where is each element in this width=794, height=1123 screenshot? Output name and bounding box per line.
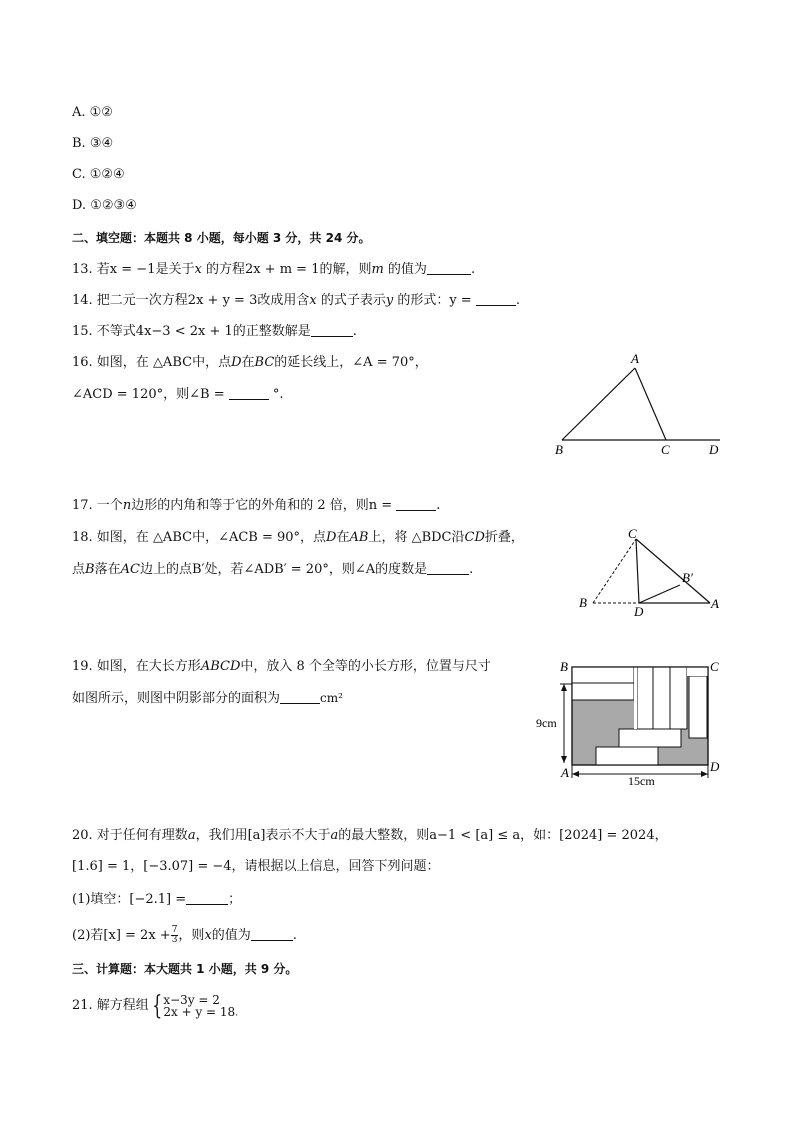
corner-label-c: C	[710, 659, 719, 674]
section2-header: 二、填空题：本题共 8 小题，每小题 3 分，共 24 分。	[72, 231, 371, 245]
small-rectangle	[572, 667, 634, 683]
question-18-line1: 18. 如图，在 △ABC中，∠ACB = 90°，点D在AB上，将 △BDC沿CD折叠，	[72, 530, 524, 545]
question-18-line2: 点B落在AC边上的点B′处，若∠ADB′ = 20°，则∠A的度数是 .	[72, 562, 474, 577]
vertex-label-d: D	[709, 442, 719, 457]
small-rectangle	[689, 676, 707, 738]
section3-header: 三、计算题：本大题共 1 小题，共 9 分。	[72, 962, 298, 976]
fraction: $\frac{7}{3}$	[171, 925, 178, 945]
question-20-part1: (1)填空：[−2.1] = ；	[72, 892, 242, 907]
answer-blank[interactable]	[427, 260, 471, 275]
small-rectangle	[670, 667, 687, 729]
option-d: D. ①②③④	[72, 198, 137, 213]
question-20-line1: 20. 对于任何有理数a，我们用[a]表示不大于a的最大整数，则a−1 < [a] ≤ a，如：[2024] = 2024，	[72, 828, 668, 843]
small-rectangle	[596, 747, 658, 765]
equation-system: x−3y = 2 2x + y = 18	[163, 993, 236, 1019]
question-21: 21. 解方程组 { x−3y = 2 2x + y = 18 $_.$	[72, 991, 239, 1021]
q16-triangle-figure	[548, 348, 728, 462]
answer-blank[interactable]	[476, 291, 516, 306]
q18-fold-figure	[570, 526, 730, 622]
vertex-label-b: B	[555, 442, 563, 457]
corner-label-a: A	[561, 765, 569, 780]
option-b: B. ③④	[72, 136, 114, 151]
vertex-label-b-prime: B′	[682, 570, 693, 585]
vertex-label-d: D	[634, 604, 644, 619]
answer-blank[interactable]	[396, 496, 436, 511]
answer-blank[interactable]	[186, 890, 228, 905]
small-rectangle	[637, 667, 653, 729]
vertex-label-c: C	[661, 442, 670, 457]
option-c: C. ①②④	[72, 167, 125, 182]
question-16-line2: ∠ACD = 120°，则∠B = °.	[72, 387, 284, 402]
small-rectangle	[572, 683, 634, 700]
question-20-part2: (2)若[x] = 2x + $\frac{7}{3}$ ，则x的值为 .	[72, 925, 297, 945]
answer-blank[interactable]	[229, 385, 269, 400]
question-19-line2: 如图所示，则图中阴影部分的面积为 cm²	[72, 691, 343, 706]
question-14: 14. 把二元一次方程2x + y = 3改成用含x 的式子表示y 的形式：y = .	[72, 293, 520, 308]
answer-blank[interactable]	[280, 689, 320, 704]
answer-blank[interactable]	[427, 560, 469, 575]
question-17: 17. 一个n边形的内角和等于它的外角和的 2 倍，则n = .	[72, 498, 441, 513]
option-a: A. ①②	[72, 105, 113, 120]
corner-label-d: D	[710, 759, 720, 774]
answer-blank[interactable]	[311, 322, 353, 337]
height-label: 9cm	[536, 716, 557, 730]
width-label: 15cm	[628, 774, 655, 788]
vertex-label-b: B	[579, 595, 587, 610]
vertex-label-a: A	[631, 351, 639, 366]
vertex-label-c: C	[628, 526, 637, 541]
vertex-label-a: A	[711, 596, 719, 611]
q19-rectangle-figure	[530, 656, 730, 790]
answer-blank[interactable]	[251, 926, 293, 941]
system-brace: {	[152, 991, 163, 1021]
question-20-line2: [1.6] = 1，[−3.07] = −4，请根据以上信息，回答下列问题：	[72, 859, 440, 874]
question-16-line1: 16. 如图，在 △ABC中，点D在BC的延长线上，∠A = 70°，	[72, 355, 428, 370]
question-13: 13. 若x = −1是关于x 的方程2x + m = 1的解，则m 的值为 .	[72, 262, 476, 277]
small-rectangle	[653, 667, 670, 729]
corner-label-b: B	[560, 659, 568, 674]
question-19-line1: 19. 如图，在大长方形ABCD中，放入 8 个全等的小长方形，位置与尺寸	[72, 659, 491, 674]
small-rectangle	[619, 729, 681, 747]
question-15: 15. 不等式4x−3 < 2x + 1的正整数解是 .	[72, 324, 357, 339]
